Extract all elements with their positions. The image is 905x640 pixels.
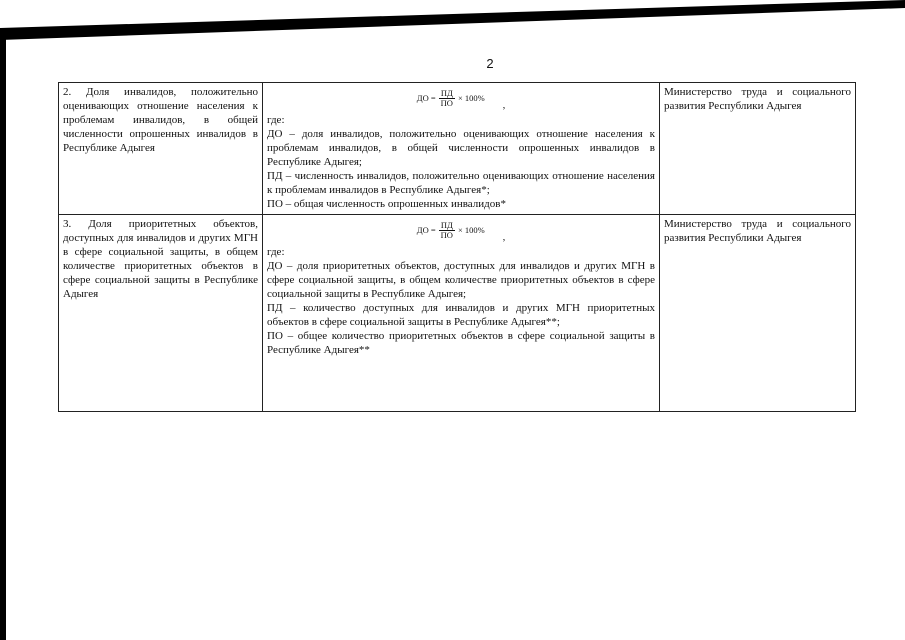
formula bbox=[267, 219, 655, 241]
formula-numerator: ПД bbox=[440, 219, 453, 230]
definition-pd: ПД – количество доступных для инвалидов и других МГН приоритетных объектов в сфере социальной защиты в Республике Адыгея**; bbox=[267, 302, 655, 328]
formula-trail: , bbox=[502, 100, 506, 111]
indicator-text: 3. Доля приоритетных объектов, доступных для инвалидов и других МГН в сфере социальной защиты, в общем количестве приоритетных объектов в сфере социальной защиты в Республике Адыгея bbox=[63, 218, 258, 300]
indicator-text: 2. Доля инвалидов, положительно оценивающих отношение населения к проблемам инвалидов, в общей численности опрошенных инвалидов в Республике Адыгея bbox=[63, 86, 258, 154]
page-number: 2 bbox=[486, 56, 494, 71]
indicators-table bbox=[58, 82, 856, 412]
formula-denominator: ПО bbox=[440, 97, 453, 108]
formula-numerator: ПД bbox=[440, 87, 453, 98]
formula bbox=[267, 87, 655, 109]
scan-edge-left bbox=[0, 30, 6, 640]
formula-lhs: ДО = bbox=[416, 93, 436, 103]
indicator-cell bbox=[59, 215, 263, 412]
formula-fraction bbox=[439, 89, 455, 108]
where-label: где: bbox=[267, 114, 285, 126]
formula-trail: , bbox=[502, 232, 506, 243]
definition-do: ДО – доля инвалидов, положительно оценивающих отношение населения к проблемам инвалидов, в общей численности опрошенных инвалидов в Республике Адыгея; bbox=[267, 128, 655, 168]
formula-denominator: ПО bbox=[440, 229, 453, 240]
formula-fraction bbox=[439, 221, 455, 240]
ministry-cell bbox=[660, 83, 856, 215]
indicator-cell bbox=[59, 83, 263, 215]
ministry-text: Министерство труда и социального развития Республики Адыгея bbox=[664, 218, 851, 244]
definition-po: ПО – общее количество приоритетных объектов в сфере социальной защиты в Республике Адыгея** bbox=[267, 330, 655, 356]
ministry-cell bbox=[660, 215, 856, 412]
formula-multiplier: × 100% bbox=[457, 93, 485, 103]
scan-edge-top bbox=[0, 0, 905, 40]
definition-pd: ПД – численность инвалидов, положительно оценивающих отношение населения к проблемам инвалидов в Республике Адыгея*; bbox=[267, 170, 655, 196]
table-row bbox=[59, 83, 856, 215]
where-label: где: bbox=[267, 246, 285, 258]
formula-cell bbox=[263, 215, 660, 412]
ministry-text: Министерство труда и социального развития Республики Адыгея bbox=[664, 86, 851, 112]
formula-cell bbox=[263, 83, 660, 215]
definition-do: ДО – доля приоритетных объектов, доступных для инвалидов и других МГН в сфере социальной защиты, в общем количестве приоритетных объектов в сфере социальной защиты в Республике Адыгея; bbox=[267, 260, 655, 300]
formula-lhs: ДО = bbox=[416, 225, 436, 235]
table-row bbox=[59, 215, 856, 412]
definition-po: ПО – общая численность опрошенных инвалидов* bbox=[267, 198, 506, 210]
formula-multiplier: × 100% bbox=[457, 225, 485, 235]
